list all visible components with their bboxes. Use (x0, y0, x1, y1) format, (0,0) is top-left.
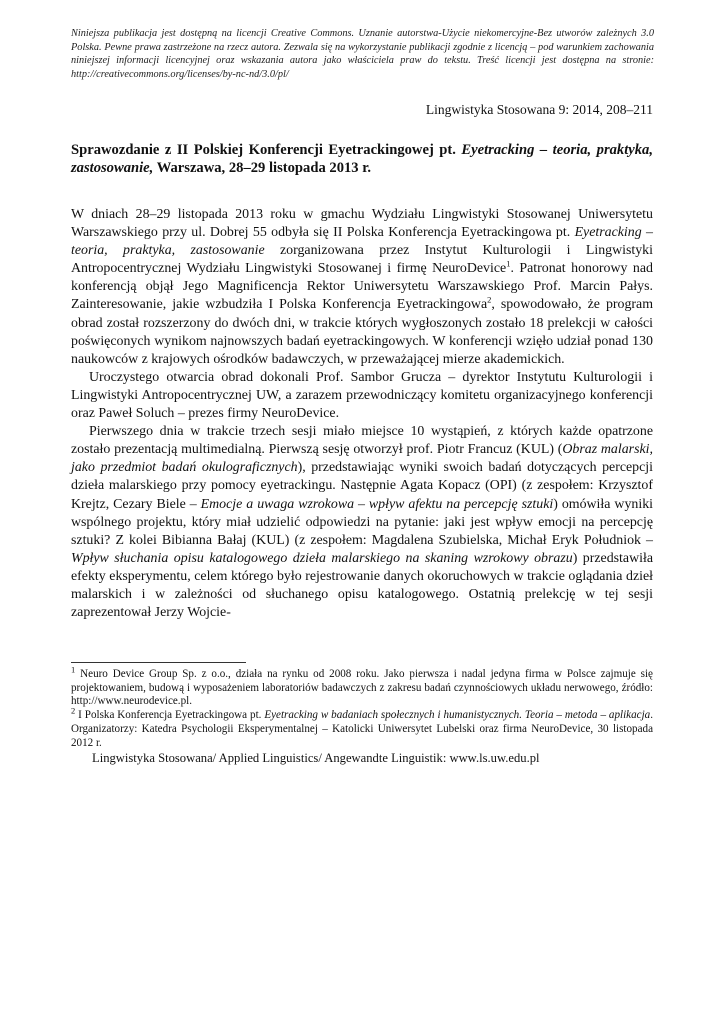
footnote-2-number: 2 (71, 705, 76, 716)
paragraph-3-text-c: ), przedstawiając wyniki swoich badań dotyczących percepcji dzieła malarskiego przy pomocy eyetrackingu. Następnie Agata Kopacz (OPI) (z zespołem: Krzysztof Krejtz, Cezary Biele – (71, 460, 654, 512)
paragraph-2: Uroczystego otwarcia obrad dokonali Prof. Sambor Grucza – dyrektor Instytutu Kulturologii i Lingwistyki Antropocentrycznej UW, a zarazem przewodniczący komitetu organizacyjnego konferencji oraz Paweł Soluch – prezes firmy NeuroDevice. (71, 369, 653, 422)
title-part-2: Warszawa, 28–29 listopada 2013 r. (153, 160, 372, 176)
footnote-1 (71, 664, 653, 709)
paragraph-3-text-e: ) omówiła wyniki wspólnego projektu, który miał udzielić odpowiedzi na pytanie: jaki jest wpływ emocji na percepcję sztuki? Z kolei Bibianna Bałaj (KUL) (z zespołem: Magdalena Szubielska, Michał Eryk Południok – (71, 496, 653, 548)
title-italic: Eyetracking – teoria, praktyka, zastosowanie, (71, 142, 654, 176)
footnote-2 (71, 705, 653, 750)
footnote-2-text-a: I Polska Konferencja Eyetrackingowa pt. (75, 709, 265, 722)
footnote-ref-2[interactable]: 2 (487, 294, 492, 305)
paragraph-1 (71, 206, 653, 369)
footnote-1-number: 1 (71, 664, 76, 675)
title-part-1: Sprawozdanie z II Polskiej Konferencji Eyetrackingowej pt. (71, 142, 462, 158)
footnote-ref-1[interactable]: 1 (506, 258, 511, 269)
paragraph-3-italic-3: Wpływ słuchania opisu katalogowego dzieła malarskiego na skaning wzrokowy obrazu (71, 550, 573, 566)
paragraph-1-text-c: zorganizowana przez Instytut Kulturologii i Lingwistyki Antropocentrycznej Wydziału Lingwistyki Stosowanej i firmę NeuroDevice (71, 243, 653, 277)
paragraph-1-text-a: W dniach 28–29 listopada 2013 roku w gmachu Wydziału Lingwistyki Stosowanej Uniwersytetu Warszawskiego przy ul. Dobrej 55 odbyła się II Polska Konferencja Eyetrackingowa pt. (71, 207, 653, 241)
license-notice: Niniejsza publikacja jest dostępną na licencji Creative Commons. Uznanie autorstwa-Użycie niekomercyjne-Bez utworów zależnych 3.0 Polska. Pewne prawa zastrzeżone na rzecz autora. Zezwala się na wykorzystanie publikacji zgodnie z licencją – pod warunkiem zachowania niniejszej informacji licencyjnej oraz wskazania autora jako właściciela praw do tekstu. Treść licencji jest dostępna na stronie: http://creativecommons.org/licenses/by-nc-nd/3.0/pl/ (71, 28, 654, 80)
footnote-2-text-c: . Organizatorzy: Katedra Psychologii Eksperymentalnej – Katolicki Uniwersytet Lubelski oraz firma NeuroDevice, 30 listopada 2012 r. (71, 709, 653, 749)
page-footer: Lingwistyka Stosowana/ Applied Linguistics/ Angewandte Linguistik: www.ls.uw.edu.pl (92, 751, 540, 765)
paragraph-1-italic-title: Eyetracking – teoria, praktyka, zastosowanie (71, 225, 653, 259)
paragraph-3-text-a: Pierwszego dnia w trakcie trzech sesji miało miejsce 10 wystąpień, z których każde opatrzone zostało prezentacją multimedialną. Pierwszą sesję otworzył prof. Piotr Francuz (KUL) ( (71, 424, 653, 458)
footnotes (71, 664, 653, 750)
paragraph-1-text-e: , spowodowało, że program obrad został rozszerzony do dwóch dni, w trakcie których wygłoszonych zostało 18 prelekcji w całości poświęconych wynikom najnowszych badań eyetrackingowych. W konferencji wzięło udział ponad 130 naukowców z krajowych ośrodków badawczych, w przeważającej mierze akademickich. (71, 297, 654, 367)
paragraph-3-italic-2: Emocje a uwaga wzrokowa – wpływ afektu na percepcję sztuki (200, 496, 554, 512)
footnote-separator (71, 662, 246, 663)
paragraph-3 (71, 423, 653, 622)
paragraph-3-italic-1: Obraz malarski, jako przedmiot badań okulograficznych (71, 442, 653, 476)
footnote-1-text: Neuro Device Group Sp. z o.o., działa na rynku od 2008 roku. Jako pierwsza i nadal jedyna firma w Polsce zajmuje się projektowaniem, budową i wyposażeniem laboratoriów badawczych z zakresu badań czynnościowych układu nerwowego, źródło: http://www.neurodevice.pl. (71, 668, 653, 708)
article-body (71, 206, 653, 622)
article-title (71, 141, 653, 177)
paragraph-3-text-g: ) przedstawiła efekty eksperymentu, celem którego było rejestrowanie danych okoruchowych w trakcie oglądania dzieł malarskich i w zależności od słuchanego opisu katalogowego. Ostatnią prelekcję w tej sesji zaprezentował Jerzy Wojcie- (71, 550, 653, 621)
journal-reference: Lingwistyka Stosowana 9: 2014, 208–211 (425, 102, 653, 117)
paragraph-1-text-d: . Patronat honorowy nad konferencją objął Jego Magnificencja Rektor Uniwersytetu Warszawskiego Prof. Marcin Pałys. Zainteresowanie, jakie wzbudziła I Polska Konferencja Eyetrackingowa (71, 261, 653, 313)
footnote-2-italic-title: Eyetracking w badaniach społecznych i humanistycznych. Teoria – metoda – aplikacja (264, 709, 651, 722)
